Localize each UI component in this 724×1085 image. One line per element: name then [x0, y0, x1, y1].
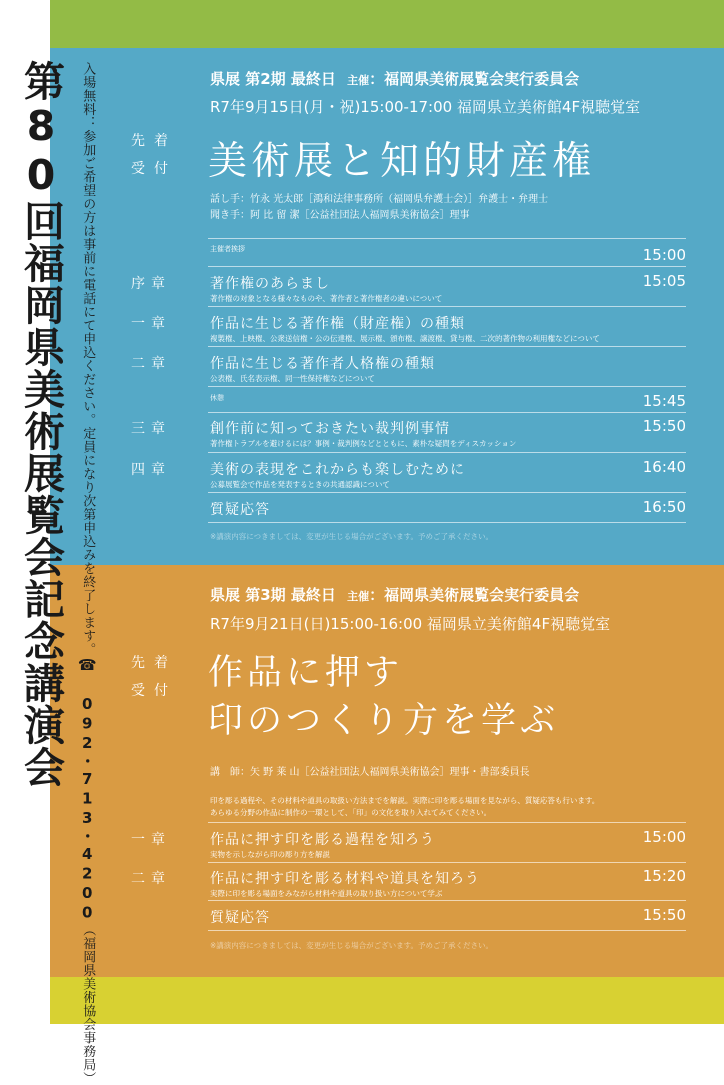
chapter-title: 作品に押す印を彫る過程を知ろう	[210, 832, 435, 848]
divider	[208, 306, 686, 307]
chapter-desc: 複製権、上映権、公衆送信権・公の伝達権、展示権、頒布権、譲渡権、貸与権、二次的著作物の利用権などについて	[210, 334, 600, 343]
qa-time: 16:50	[642, 498, 686, 516]
chapter-title: 著作権のあらまし	[210, 276, 330, 292]
lecture2-reception-2: 受付	[131, 683, 177, 699]
divider	[208, 930, 686, 931]
chapter-label: 一章	[131, 316, 171, 332]
divider	[208, 266, 686, 267]
divider	[208, 492, 686, 493]
chapter-label: 二章	[131, 871, 171, 887]
divider	[208, 238, 686, 239]
chapter-desc: 公表権、氏名表示権、同一性保持権などについて	[210, 374, 375, 383]
lecture2-period: 県展 第3期 最終日	[210, 586, 336, 604]
lecture2-title-line1: 作品に押す	[208, 653, 404, 693]
chapter-time: 15:00	[642, 828, 686, 846]
lecture2-host: ：福岡県美術展覧会実行委員会	[369, 586, 580, 604]
divider	[208, 900, 686, 901]
lecture1-period: 県展 第2期 最終日	[210, 70, 336, 88]
divider	[208, 412, 686, 413]
greeting-time: 15:00	[642, 246, 686, 264]
lecture1-datetime: R7年9月15日(月・祝)15:00-17:00 福岡県立美術館4F視聴覚室	[210, 98, 641, 116]
chapter-desc: 著作権トラブルを避けるには？事例・裁判例などとともに、素朴な疑問をディスカッション	[210, 439, 517, 448]
divider	[208, 822, 686, 823]
lecture1-reception-1: 先着	[131, 133, 177, 149]
chapter-label: 一章	[131, 832, 171, 848]
lecture2-header	[210, 584, 579, 605]
qa-label: 質疑応答	[210, 910, 270, 926]
break-time: 15:45	[642, 392, 686, 410]
chapter-title: 作品に生じる著作権（財産権）の種類	[210, 316, 465, 332]
chapter-desc: 公募展覧会で作品を発表するときの共通認識について	[210, 480, 390, 489]
lecture1-listener: 聞き手：阿 比 留 潔［公益社団法人福岡県美術協会］理事	[210, 210, 470, 221]
lecture2-reception-1: 先着	[131, 655, 177, 671]
chapter-title: 創作前に知っておきたい裁判例事情	[210, 421, 450, 437]
lecture2-intro-1: 印を彫る過程や、その材料や道具の取扱い方法までを解説。実際に印を彫る場面を見ながら、質疑応答も行います。	[210, 796, 600, 805]
phone-note: （福岡県美術協会事務局）	[80, 923, 96, 1085]
divider	[208, 386, 686, 387]
lecture1-header	[210, 68, 579, 89]
chapter-desc: 著作権の対象となる様々なものや、著作者と著作権者の違いについて	[210, 294, 443, 303]
chapter-label: 二章	[131, 356, 171, 372]
divider	[208, 452, 686, 453]
lecture2-host-label: 主催	[347, 590, 370, 603]
bottom-color-band	[50, 977, 724, 1024]
lecture2-intro-2: あらゆる分野の作品に制作の一環として、「印」の文化を取り入れてみてください。	[210, 808, 492, 817]
chapter-title: 作品に生じる著作者人格権の種類	[210, 356, 435, 372]
chapter-label: 三章	[131, 421, 171, 437]
lecture1-speaker: 話し手：竹永 光太郎［鴻和法律事務所（福岡県弁護士会）］弁護士・弁理士	[210, 194, 549, 205]
chapter-label: 序章	[131, 276, 171, 292]
notice-text: 入場無料：参加ご希望の方は事前に電話にて申込ください。定員になり次第申込みを終了します。	[80, 62, 96, 656]
lecture2-title-line2: 印のつくり方を学ぶ	[208, 701, 560, 741]
lecture1-note: ※講演内容につきましては、変更が生じる場合がございます。予めご了承ください。	[210, 532, 494, 541]
lecture1-host: ：福岡県美術展覧会実行委員会	[369, 70, 580, 88]
chapter-time: 16:40	[642, 458, 686, 476]
chapter-time: 15:20	[642, 867, 686, 885]
chapter-label: 四章	[131, 462, 171, 478]
lecture2-datetime: R7年9月21日(日)15:00-16:00 福岡県立美術館4F視聴覚室	[210, 615, 611, 633]
greeting-label: 主催者挨拶	[210, 245, 245, 253]
lecture2-note: ※講演内容につきましては、変更が生じる場合がございます。予めご了承ください。	[210, 941, 494, 950]
chapter-title: 作品に押す印を彫る材料や道具を知ろう	[210, 871, 480, 887]
break-label: 休憩	[210, 394, 224, 402]
lecture2-speaker: 講 師：矢 野 莱 山［公益社団法人福岡県美術協会］理事・書部委員長	[210, 767, 530, 778]
chapter-desc: 実物を示しながら印の彫り方を解説	[210, 850, 330, 859]
chapter-time: 15:50	[642, 417, 686, 435]
chapter-time: 15:05	[642, 272, 686, 290]
top-color-band	[50, 0, 724, 48]
divider	[208, 522, 686, 523]
phone-number[interactable]: ☎ 092・713・4200	[78, 656, 97, 923]
qa-time: 15:50	[642, 906, 686, 924]
divider	[208, 862, 686, 863]
chapter-title: 美術の表現をこれからも楽しむために	[210, 462, 465, 478]
lecture1-reception-2: 受付	[131, 161, 177, 177]
lecture1-host-label: 主催	[347, 74, 370, 87]
divider	[208, 346, 686, 347]
admission-notice	[78, 62, 95, 1085]
chapter-desc: 実際に印を彫る場面をみながら材料や道具の取り扱い方について学ぶ	[210, 889, 443, 898]
poster-title: 第80回福岡県美術展覧会記念講演会	[17, 60, 65, 788]
qa-label: 質疑応答	[210, 502, 270, 518]
lecture1-title: 美術展と知的財産権	[208, 139, 596, 184]
